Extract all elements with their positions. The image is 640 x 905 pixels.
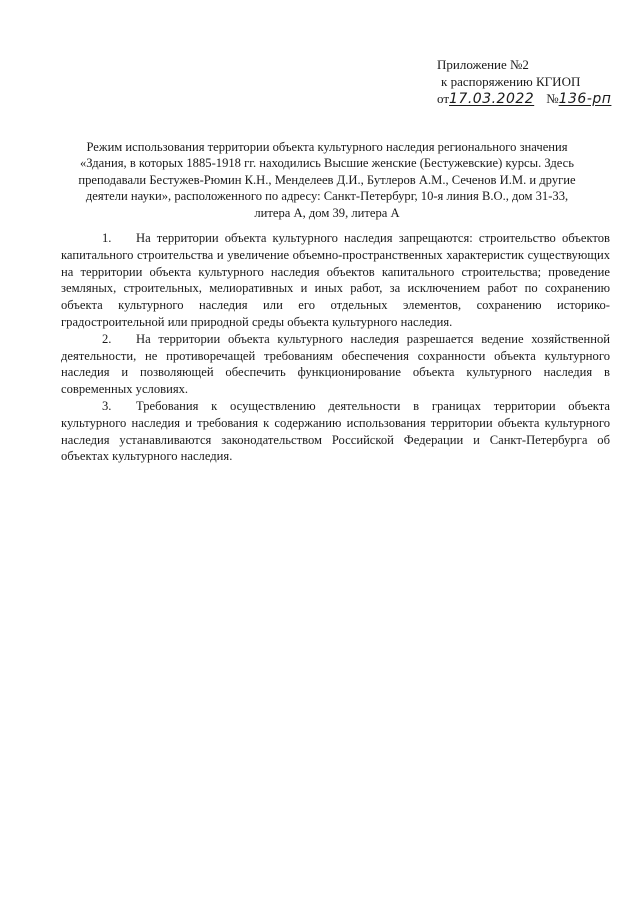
- paragraph-number: 3.: [102, 398, 112, 413]
- title-line: литера А, дом 39, литера А: [254, 205, 400, 220]
- document-title: [66, 139, 588, 221]
- title-line: преподавали Бестужев-Рюмин К.Н., Менделеев Д.И., Бутлеров А.М., Сеченов И.М. и другие: [78, 172, 576, 187]
- paragraph-text: На территории объекта культурного наследия разрешается ведение хозяйственной деятельности, не противоречащей требованиям обеспечения сохранности объекта культурного наследия и позволяющей обеспечить функционирование объекта культурного наследия в современных условиях.: [61, 331, 610, 397]
- title-line: «Здания, в которых 1885-1918 гг. находились Высшие женские (Бестужевские) курсы. Здесь: [79, 156, 575, 171]
- document-body: [61, 230, 610, 465]
- appendix-label: Приложение №2: [437, 57, 529, 72]
- number-prefix: №: [546, 91, 559, 106]
- handwritten-date: 17.03.2022: [449, 91, 535, 107]
- paragraph-1: [61, 230, 610, 331]
- paragraph-3: [61, 398, 610, 465]
- paragraph-text: На территории объекта культурного наследия запрещаются: строительство объектов капитального строительства и увеличение объемно-пространственных характеристик существующих на территории объекта культурного наследия объектов капитального строительства; проведение земляных, строительных, мелиоративных и иных работ, за исключением работ по сохранению объекта культурного наследия или его отдельных элементов, сохранению историко-градостроительной или природной среды объекта культурного наследия.: [61, 231, 610, 329]
- handwritten-number: 136-рп: [558, 91, 612, 107]
- date-prefix: от: [437, 91, 450, 106]
- paragraph-number: 1.: [102, 231, 112, 245]
- paragraph-2: [61, 331, 610, 398]
- appendix-date-number-line: [437, 90, 627, 108]
- title-line: Режим использования территории объекта культурного наследия регионального значения: [86, 140, 568, 154]
- appendix-order-reference: к распоряжению КГИОП: [441, 74, 581, 89]
- paragraph-number: 2.: [102, 331, 112, 346]
- appendix-header: [437, 56, 627, 108]
- title-line: деятели науки», расположенного по адресу: Санкт-Петербург, 10-я линия В.О., дом 31-33,: [85, 189, 569, 204]
- paragraph-text: Требования к осуществлению деятельности в границах территории объекта культурного наследия и требования к содержанию использования территории объекта культурного наследия устанавливаются законодательством Российской Федерации и Санкт-Петербурга об объектах культурного наследия.: [61, 398, 610, 464]
